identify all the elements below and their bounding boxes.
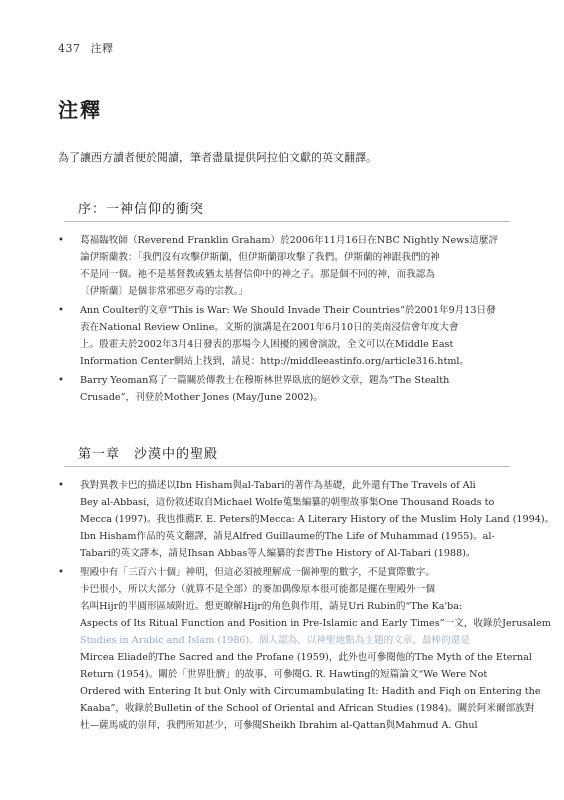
bullet-icon: • — [58, 375, 64, 386]
notes-list-chapter-1 — [58, 477, 555, 736]
list-item — [58, 302, 510, 370]
running-head-label: 注釋 — [90, 42, 114, 55]
note-line: 卡巴很小，所以大部分（就算不是全部）的麥加偶像原本很可能都是擺在聖殿外一個 — [80, 584, 435, 595]
note-line: Bey al-Abbasi，這份敘述取自Michael Wolfe蒐集編纂的朝聖故事集One Thousand Roads to — [80, 497, 495, 508]
bullet-icon: • — [58, 305, 64, 316]
note-line: Crusade”，刊登於Mother Jones (May/June 2002)。 — [80, 392, 323, 403]
notes-list-preface — [58, 232, 510, 408]
note-line: 杜—薩馬威的崇拜，我們所知甚少，可參閱Sheikh Ibrahim al-Qattan與Mahmud A. Ghul — [80, 720, 478, 731]
section-divider — [64, 221, 510, 222]
section-title-preface: 序：一神信仰的衝突 — [78, 202, 205, 217]
note-line: Barry Yeoman寫了一篇關於傳教士在穆斯林世界臥底的絕妙文章，題為“The Stealth — [80, 375, 450, 386]
bullet-icon: • — [58, 235, 64, 246]
note-line: 上。殷霍夫於2002年3月4日發表的那場今人困擾的國會演說，全文可以在Middle East — [80, 339, 454, 350]
section-title-chapter-1: 第一章 沙漠中的聖殿 — [78, 447, 219, 462]
note-line: 聖殿中有「三百六十個」神明，但這必須被理解成一個神聖的數字，不是實際數字。 — [80, 567, 435, 578]
note-line: Ibn Hisham作品的英文翻譯，請見Alfred Guillaume的The Life of Muhammad (1955)。al- — [80, 531, 495, 542]
note-line: Return (1954)。關於「世界肚臍」的故事，可參閱G. R. Hawting的短篇論文“We Were Not — [80, 669, 488, 680]
bullet-icon: • — [58, 480, 64, 491]
bullet-icon: • — [58, 567, 64, 578]
note-line: Mecca (1997)。我也推薦F. E. Peters的Mecca: A Literary History of the Muslim Holy Land (1994)。 — [80, 514, 555, 525]
note-line: Ann Coulter的文章“This is War: We Should Invade Their Countries”於2001年9月13日發 — [80, 305, 496, 316]
note-line: Information Center網站上找到，請見：http://middleeastinfo.org/article316.html。 — [80, 356, 470, 367]
note-line: Ordered with Entering It but Only with Circumambulating It: Hadith and Fiqh on Entering the — [80, 686, 541, 697]
note-line: Tabari的英文譯本，請見Ihsan Abbas等人編纂的套書The History of Al-Tabari (1988)。 — [80, 548, 476, 559]
page-title: 注釋 — [58, 98, 102, 122]
note-line: 葛福臨牧師（Reverend Franklin Graham）於2006年11月16日在NBC Nightly News這麼評 — [80, 235, 499, 246]
page-number: 437 — [58, 42, 81, 55]
note-line: 我對異教卡巴的描述以Ibn Hisham與al-Tabari的著作為基礎，此外還有The Travels of Ali — [80, 480, 476, 491]
note-line: 論伊斯蘭教：「我們沒有攻擊伊斯蘭，但伊斯蘭卻攻擊了我們。伊斯蘭的神跟我們的神 — [80, 252, 440, 263]
note-line: 〔伊斯蘭〕是個非常邪惡歹毒的宗教。」 — [80, 286, 248, 297]
section-divider — [64, 466, 510, 467]
running-head — [58, 40, 120, 56]
note-line: Aspects of Its Ritual Function and Position in Pre-Islamic and Early Times”一文，收錄於Jerusalem — [80, 618, 551, 629]
note-line: Kaaba”，收錄於Bulletin of the School of Oriental and African Studies (1984)。關於阿米爾部族對 — [80, 703, 535, 714]
note-line: 表在National Review Online。文斯的演講是在2001年6月10日的美南浸信會年度大會 — [80, 322, 459, 333]
note-line: Mircea Eliade的The Sacred and the Profane (1959)，此外也可參閱他的The Myth of the Eternal — [80, 652, 532, 663]
list-item — [58, 232, 510, 300]
intro-paragraph: 為了讓西方讀者便於閱讀，筆者盡量提供阿拉伯文獻的英文翻譯。 — [58, 151, 377, 164]
note-line: 不是同一個。祂不是基督教或猶太基督信仰中的神之子。那是個不同的神，而我認為 — [80, 269, 435, 280]
note-line: Studies in Arabic and Islam (1986)。個人認為，以神聖地點為主題的文章，最棒的還是 — [80, 635, 470, 646]
note-line: 名叫Hijr的半圓形區域附近。想更瞭解Hijr的角色與作用，請見Uri Rubin的“The Ka'ba: — [80, 601, 463, 612]
list-item — [58, 477, 555, 562]
list-item — [58, 372, 510, 406]
list-item — [58, 564, 551, 734]
